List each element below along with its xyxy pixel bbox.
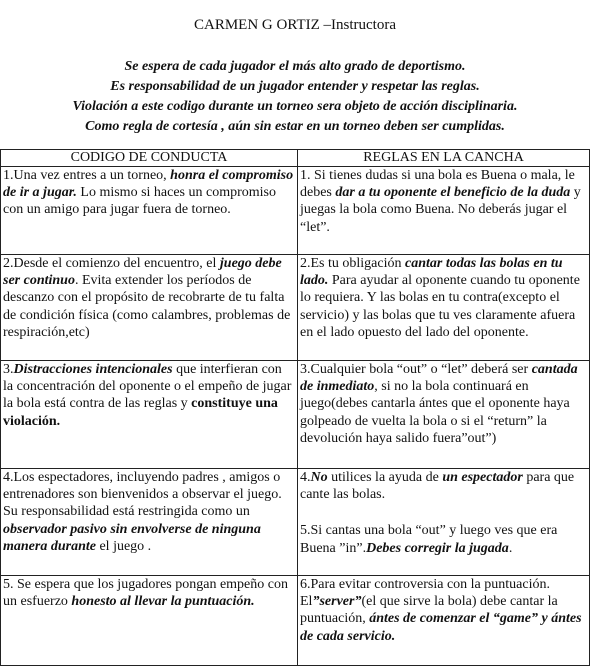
emphasized-text: Distracciones intencionales <box>13 362 173 377</box>
emphasized-text: observador pasivo sin envolverse de ninguna manera durante <box>3 521 261 554</box>
conduct-cell <box>1 167 298 255</box>
preamble-line: Se espera de cada jugador el más alto grado de deportismo. <box>124 59 466 74</box>
cell-text: 5.Si cantas una bola “out” y luego ves que era Buena ”in”. <box>300 523 558 556</box>
cell-text: (el que sirve la bola) debe cantar la puntuación, <box>300 594 558 627</box>
emphasized-text: constituye una violación. <box>3 396 278 429</box>
conduct-cell <box>1 576 298 666</box>
cell-text: que interfieran con la concentración del oponente o el empeño de jugar la bola está contra de las reglas y <box>3 362 292 412</box>
court-rule-cell <box>298 469 590 576</box>
cell-text: 6.Para evitar controversia con la puntuación. El <box>300 577 550 610</box>
conduct-cell <box>1 255 298 361</box>
emphasized-text: juego debe ser continuo <box>3 256 282 289</box>
emphasized-text: No <box>310 470 328 485</box>
emphasized-text: un espectador <box>442 470 523 485</box>
emphasized-text: dar a tu oponente el beneficio de la duda <box>335 185 571 201</box>
emphasized-text: cantada de inmediato <box>300 362 578 395</box>
cell-text: Para ayudar al oponente cuando tu oponente lo requiera. Y las bolas en tu contra(excepto el servicio) y las bolas que tu ves claramente afuera en el lado opuesto del lado del oponente. <box>300 273 580 340</box>
preamble-line: Violación a este codigo durante un torneo sera objeto de acción disciplinaria. <box>72 99 518 114</box>
table-row <box>1 167 590 255</box>
emphasized-text: honesto al llevar la puntuación. <box>71 594 255 610</box>
cell-text: . <box>508 540 513 556</box>
rule-spacer <box>300 503 587 522</box>
table-row <box>1 576 590 666</box>
cell-text: 3. <box>3 362 14 377</box>
cell-text: 1.Una vez entres a un torneo, <box>3 168 171 183</box>
cell-text: 4. <box>300 470 311 485</box>
cell-text: 2.Es tu obligación <box>300 256 405 271</box>
cell-text: utilices la ayuda de <box>327 470 443 485</box>
cell-text: 5. Se espera que los jugadores pongan empeño con un esfuerzo <box>3 577 288 610</box>
preamble-line: Como regla de cortesía , aún sin estar en un torneo deben ser cumplidas. <box>85 119 505 134</box>
cell-text: para que cante las bolas. <box>300 470 575 503</box>
court-rule-5 <box>300 522 587 556</box>
table-row <box>1 469 590 576</box>
court-rule-cell <box>298 361 590 469</box>
preamble-line: Es responsabilidad de un jugador entender y respetar las reglas. <box>110 79 480 94</box>
cell-text: 4.Los espectadores, incluyendo padres , amigos o entrenadores son bienvenidos a observar el juego. Su responsabilidad está restringida como un <box>3 470 282 520</box>
emphasized-text: Debes corregir la jugada <box>366 540 509 556</box>
cell-text: . Evita extender los períodos de descanzo con el propósito de recobrarte de tu falta de condición física (como calambres, problemas de respiración,etc) <box>3 273 291 340</box>
court-rule-cell <box>298 167 590 255</box>
cell-text: 2.Desde el comienzo del encuentro, el <box>3 256 220 271</box>
cell-text: y juegas la bola como Buena. No deberás jugar el “let”. <box>300 185 581 235</box>
conduct-cell <box>1 361 298 469</box>
preamble <box>0 57 590 137</box>
cell-text: el juego . <box>95 538 152 554</box>
court-rule-4 <box>300 469 587 503</box>
page-title: CARMEN G ORTIZ –Instructora <box>194 17 396 33</box>
conduct-cell <box>1 469 298 576</box>
emphasized-text: ántes de comenzar el “game” y ántes de cada servicio. <box>300 611 582 644</box>
table-row <box>1 361 590 469</box>
column-header-court-rules: REGLAS EN LA CANCHA <box>298 150 590 167</box>
emphasized-text: ”server” <box>312 594 362 610</box>
cell-text: , si no la bola continuará en juego(debes cantarla ántes que el oponente haya golpeado de vuelta la bola o si el “return” la devolución haya salido fuera”out”) <box>300 379 570 446</box>
table-row <box>1 255 590 361</box>
table-header-row <box>1 150 590 167</box>
cell-text: Lo mismo si haces un compromiso con un amigo para jugar fuera de torneo. <box>3 185 276 218</box>
rules-table <box>0 149 590 666</box>
court-rule-cell <box>298 255 590 361</box>
emphasized-text: honra el compromiso de ir a jugar. <box>3 168 294 201</box>
cell-text: 3.Cualquier bola “out” o “let” deberá ser <box>300 362 532 377</box>
cell-text: 1. Si tienes dudas si una bola es Buena o mala, le debes <box>300 168 575 201</box>
column-header-conduct: CODIGO DE CONDUCTA <box>1 150 298 167</box>
court-rule-cell <box>298 576 590 666</box>
emphasized-text: cantar todas las bolas en tu lado. <box>300 256 563 289</box>
